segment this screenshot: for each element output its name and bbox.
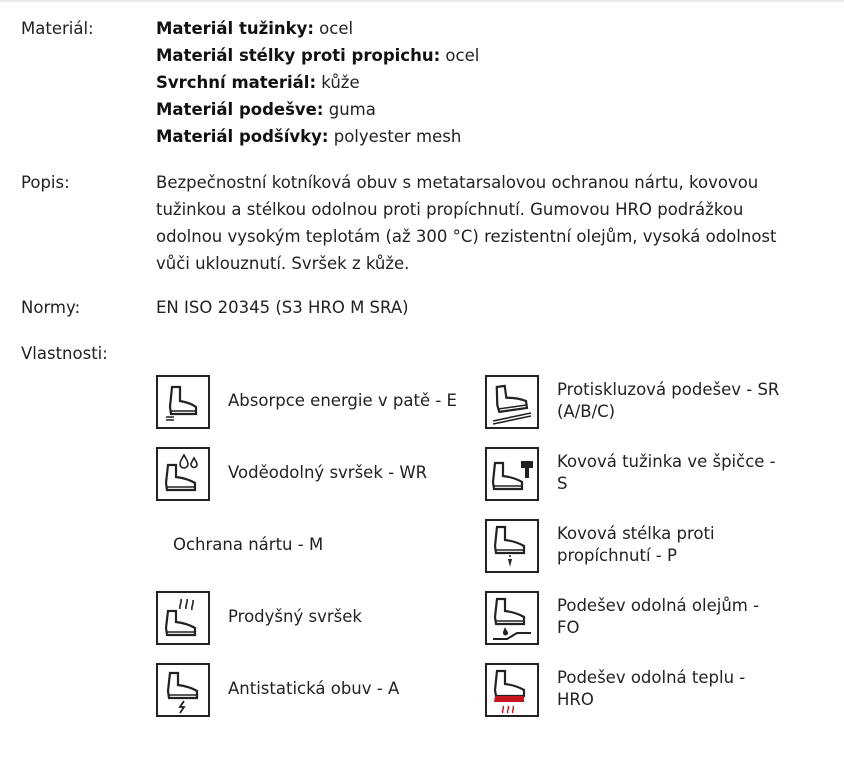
boot-energy-absorption-icon [156,375,210,429]
boot-heat-resistant-icon [485,663,539,717]
feature-metatarsal-protection [156,519,476,573]
feature-label-line: Kovová tužinka ve špičce - [557,452,776,471]
feature-label [557,451,787,495]
material-line [156,69,806,96]
boot-steel-toecap-icon [485,447,539,501]
boot-slip-resistant-icon [485,375,539,429]
feature-label: Voděodolný svršek - WR [228,463,428,482]
feature-water-resistant [156,447,476,501]
description-line: odolnou vysokým teplotám (až 300 °C) rezistentní olejům, vysoká odolnost [156,227,777,246]
feature-label [557,523,787,567]
feature-label [557,595,787,639]
top-divider [0,0,844,2]
feature-label-line: (A/B/C) [557,402,616,421]
feature-label-line: propíchnutí - P [557,546,677,565]
boot-breathable-icon [156,591,210,645]
feature-label [557,379,787,423]
feature-label: Absorpce energie v patě - E [228,391,457,410]
material-line [156,96,806,123]
feature-label: Ochrana nártu - M [173,535,324,554]
description-line: tužinkou a stélkou odolnou proti propíchnutí. Gumovou HRO podrážkou [156,200,744,219]
material-value: polyester mesh [328,127,462,146]
description-label: Popis: [21,173,70,192]
material-line [156,42,806,69]
feature-label: Antistatická obuv - A [228,679,400,698]
material-key: Materiál stélky proti propichu: [156,46,441,65]
boot-antistatic-icon [156,663,210,717]
feature-heat-resistant [485,663,815,717]
properties-label: Vlastnosti: [21,344,108,363]
feature-penetration-resistant [485,519,815,573]
feature-label-line: FO [557,618,580,637]
material-key: Materiál podšívky: [156,127,329,146]
description-line: vůči uklouznutí. Svršek z kůže. [156,254,410,273]
feature-label-line: Podešev odolná teplu - [557,668,746,687]
boot-water-resistant-icon [156,447,210,501]
material-value: kůže [316,73,360,92]
feature-slip-resistant [485,375,815,429]
material-value: ocel [313,19,354,38]
feature-label-line: Podešev odolná olejům - [557,596,760,615]
material-key: Svrchní materiál: [156,73,317,92]
boot-penetration-resistant-icon [485,519,539,573]
description-line: Bezpečnostní kotníková obuv s metatarsalovou ochranou nártu, kovovou [156,173,759,192]
material-key: Materiál podešve: [156,100,324,119]
feature-oil-resistant [485,591,815,645]
material-line [156,123,806,150]
description-text [156,169,806,277]
feature-label-line: Protiskluzová podešev - SR [557,380,780,399]
feature-label [557,667,787,711]
feature-energy-absorption [156,375,476,429]
feature-label-line: HRO [557,690,594,709]
feature-label-line: S [557,474,568,493]
material-value: ocel [440,46,480,65]
feature-steel-toecap [485,447,815,501]
norms-label: Normy: [21,298,81,317]
material-values [156,15,806,150]
material-value: guma [323,100,376,119]
material-key: Materiál tužinky: [156,19,314,38]
feature-label: Prodyšný svršek [228,607,362,626]
material-label: Materiál: [21,19,94,38]
material-line [156,15,806,42]
feature-breathable [156,591,476,645]
feature-label-line: Kovová stélka proti [557,524,715,543]
norms-value: EN ISO 20345 (S3 HRO M SRA) [156,298,409,317]
boot-oil-resistant-icon [485,591,539,645]
feature-antistatic [156,663,476,717]
